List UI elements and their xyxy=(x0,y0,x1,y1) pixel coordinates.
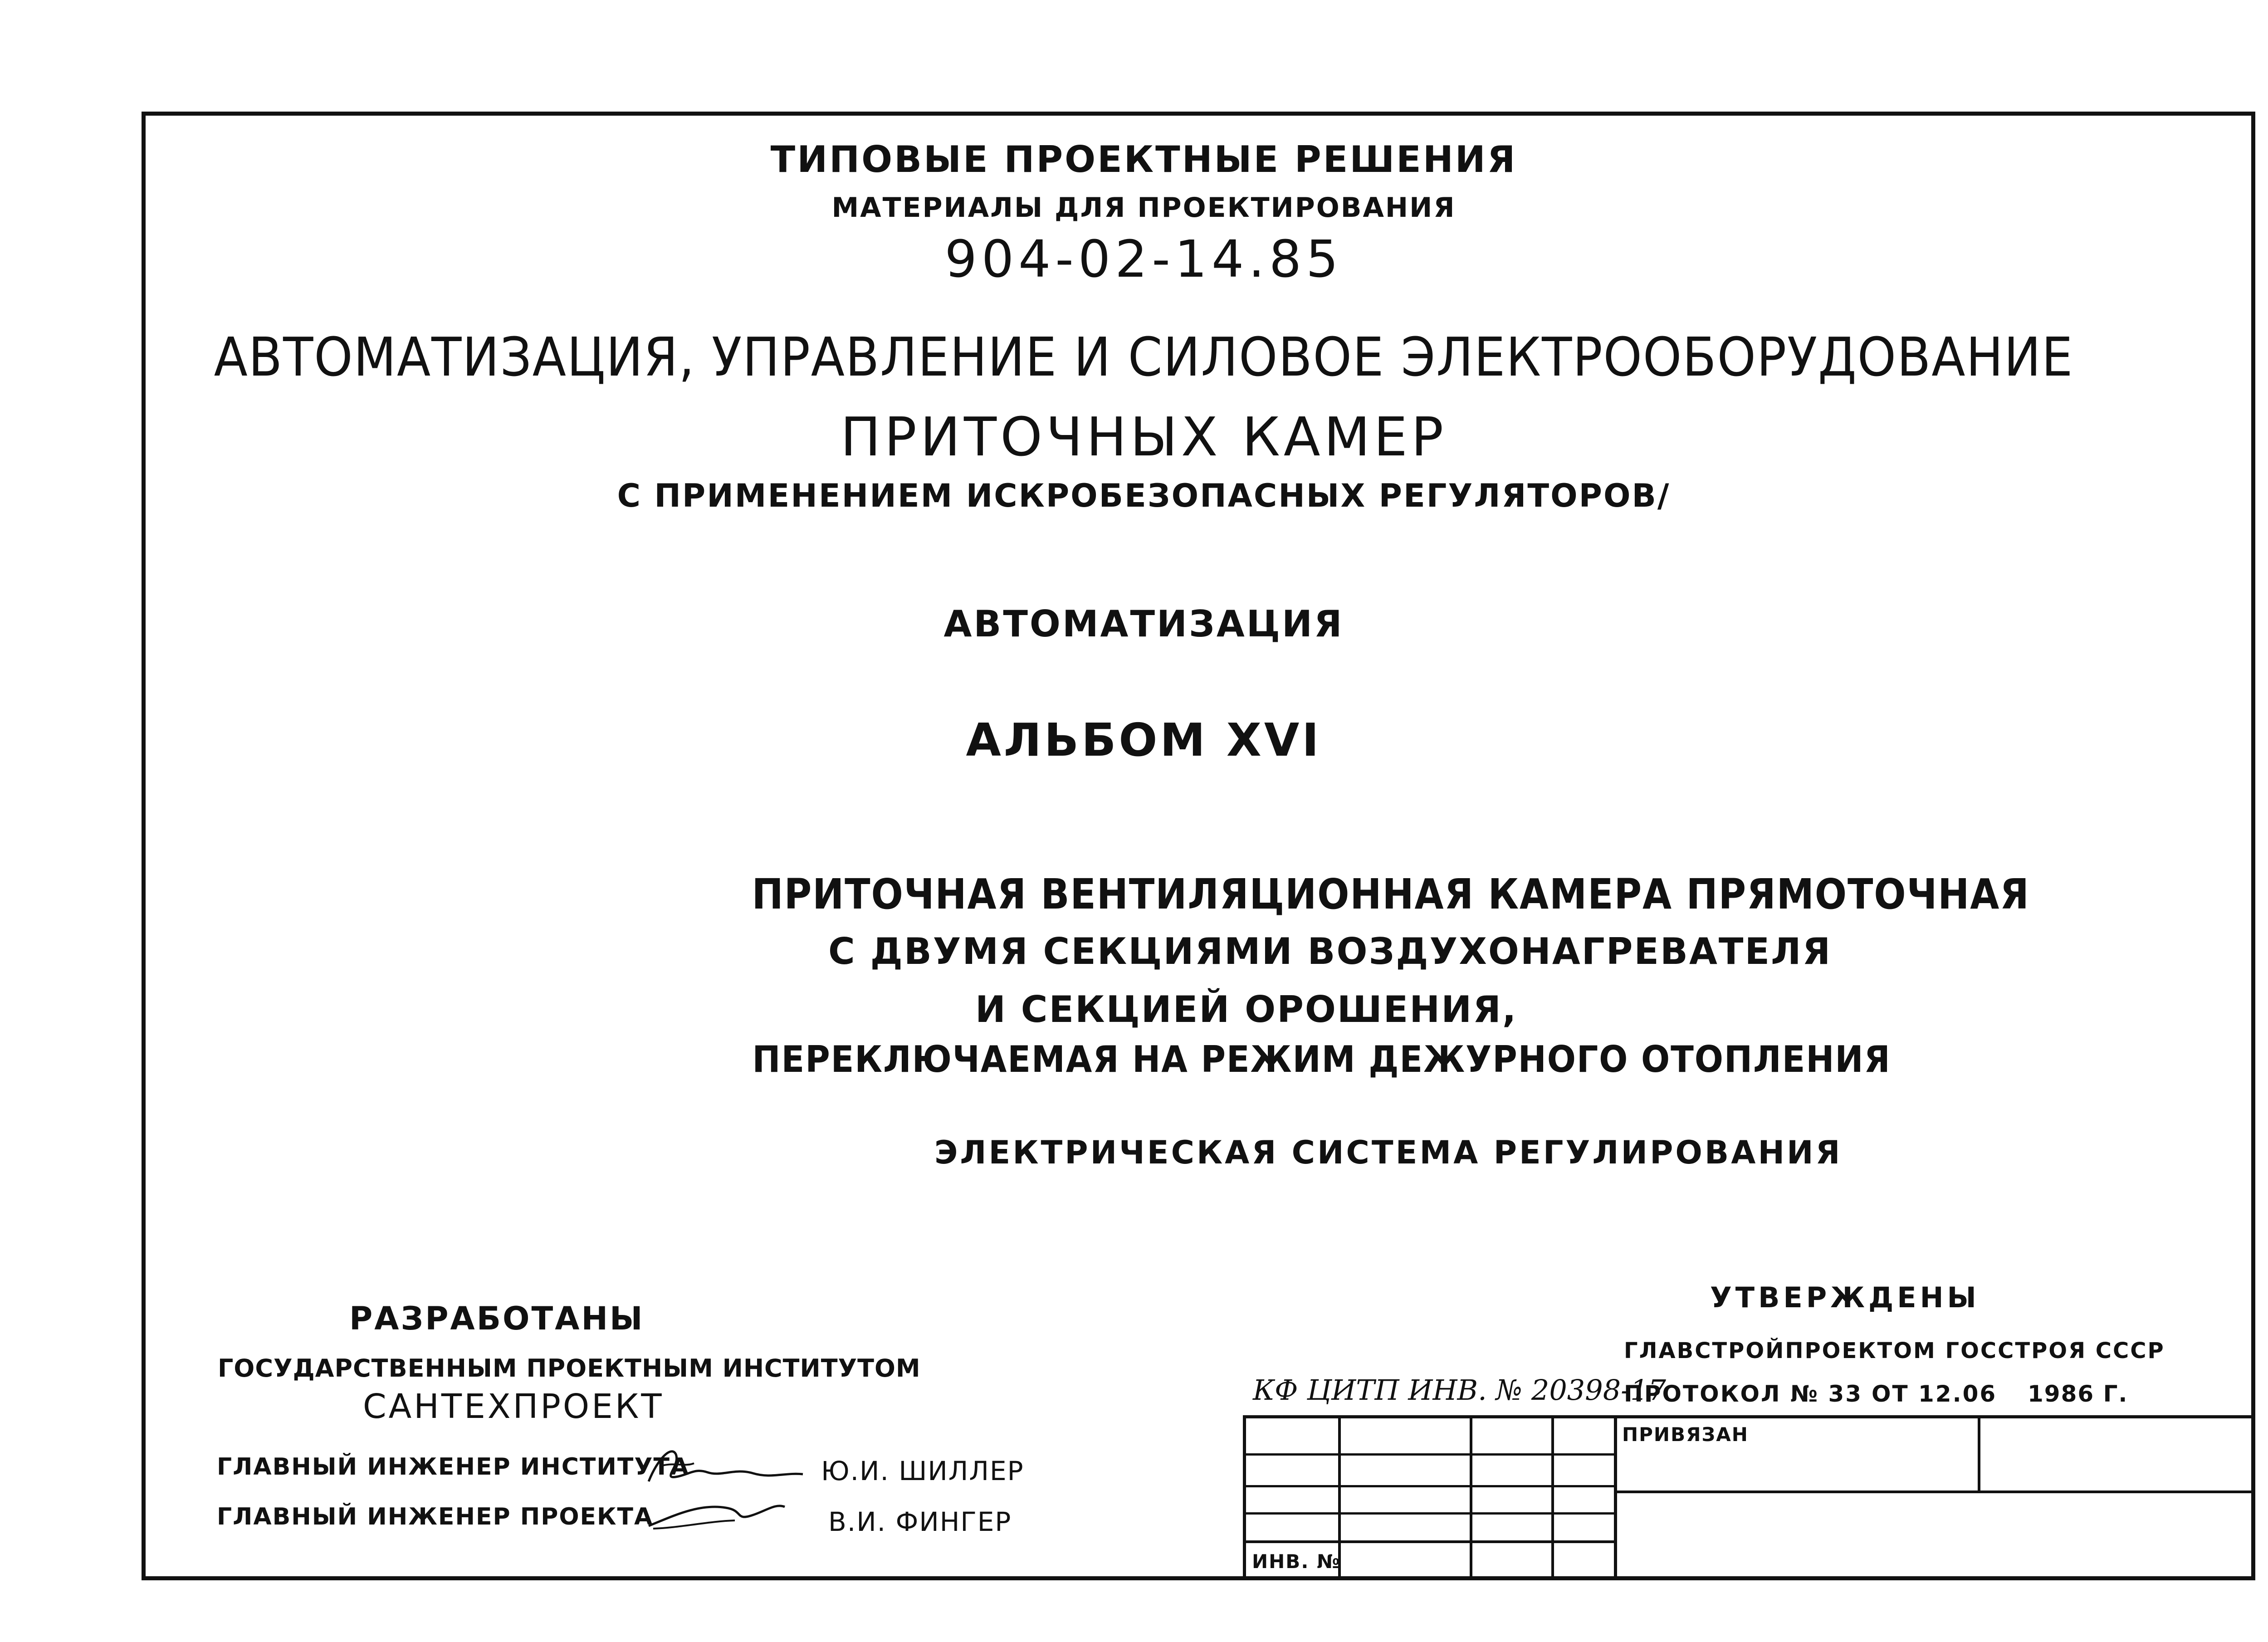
developed-by: ГОСУДАРСТВЕННЫМ ПРОЕКТНЫМ ИНСТИТУТОМ xyxy=(218,1354,921,1383)
stamp-col-3 xyxy=(1551,1415,1554,1580)
stamp-inv-label: ИНВ. № xyxy=(1252,1550,1341,1573)
chief-project-role: ГЛАВНЫЙ ИНЖЕНЕР ПРОЕКТА xyxy=(217,1503,654,1530)
main-title-line-2: ПРИТОЧНЫХ КАМЕР xyxy=(840,406,1447,468)
chief-institute-role: ГЛАВНЫЙ ИНЖЕНЕР ИНСТИТУТА xyxy=(217,1453,690,1481)
project-code: 904-02-14.85 xyxy=(944,230,1343,289)
stamp-row-2 xyxy=(1243,1485,1614,1487)
chief-project-name: В.И. ФИНГЕР xyxy=(828,1506,1012,1537)
stamp-col-2 xyxy=(1470,1415,1472,1580)
regulation-system: ЭЛЕКТРИЧЕСКАЯ СИСТЕМА РЕГУЛИРОВАНИЯ xyxy=(934,1134,1843,1171)
signature-project xyxy=(644,1494,789,1535)
protocol-date: ОТ 12.06 xyxy=(1872,1381,1997,1407)
chief-institute-name: Ю.И. ШИЛЛЕР xyxy=(821,1456,1024,1486)
signature-institute xyxy=(644,1441,807,1491)
stamp-left-border xyxy=(1243,1415,1246,1580)
stamp-right-row xyxy=(1614,1491,2255,1493)
archive-note: КФ ЦИТП ИНВ. № 20398-17 xyxy=(1253,1373,1666,1407)
subject-line-1: ПРИТОЧНАЯ ВЕНТИЛЯЦИОННАЯ КАМЕРА ПРЯМОТОЧНАЯ xyxy=(752,870,2030,919)
approved-heading: УТВЕРЖДЕНЫ xyxy=(1710,1281,1980,1314)
main-title-line-1: АВТОМАТИЗАЦИЯ, УПРАВЛЕНИЕ И СИЛОВОЕ ЭЛЕКТРООБОРУДОВАНИЕ xyxy=(214,326,2074,388)
album-number: АЛЬБОМ XVI xyxy=(966,713,1322,767)
stamp-row-4 xyxy=(1243,1540,1614,1543)
series-title: ТИПОВЫЕ ПРОЕКТНЫЕ РЕШЕНИЯ xyxy=(770,138,1517,181)
stamp-col-4 xyxy=(1614,1415,1617,1580)
subject-line-4: ПЕРЕКЛЮЧАЕМАЯ НА РЕЖИМ ДЕЖУРНОГО ОТОПЛЕНИЯ xyxy=(752,1038,1891,1080)
subject-line-3: И СЕКЦИЕЙ ОРОШЕНИЯ, xyxy=(975,988,1518,1031)
institute-name: САНТЕХПРОЕКТ xyxy=(363,1387,664,1426)
developed-heading: РАЗРАБОТАНЫ xyxy=(349,1300,645,1337)
stamp-right-col xyxy=(1978,1415,1980,1492)
stamp-row-3 xyxy=(1243,1512,1614,1515)
stamp-row-1 xyxy=(1243,1453,1614,1456)
subject-line-2: С ДВУМЯ СЕКЦИЯМИ ВОЗДУХОНАГРЕВАТЕЛЯ xyxy=(828,930,1832,972)
protocol-year: 1986 Г. xyxy=(2028,1381,2128,1407)
materials-subtitle: МАТЕРИАЛЫ ДЛЯ ПРОЕКТИРОВАНИЯ xyxy=(831,192,1456,224)
section-title: АВТОМАТИЗАЦИЯ xyxy=(943,603,1344,645)
main-title-line-3: С ПРИМЕНЕНИЕМ ИСКРОБЕЗОПАСНЫХ РЕГУЛЯТОРОВ/ xyxy=(617,477,1671,514)
stamp-linked-label: ПРИВЯЗАН xyxy=(1622,1423,1749,1446)
approved-by: ГЛАВСТРОЙПРОЕКТОМ ГОССТРОЯ СССР xyxy=(1624,1338,2165,1363)
protocol-number: ПРОТОКОЛ № 33 xyxy=(1624,1381,1863,1407)
stamp-top-border xyxy=(1243,1415,2255,1418)
stamp-grid xyxy=(1243,1415,2255,1580)
